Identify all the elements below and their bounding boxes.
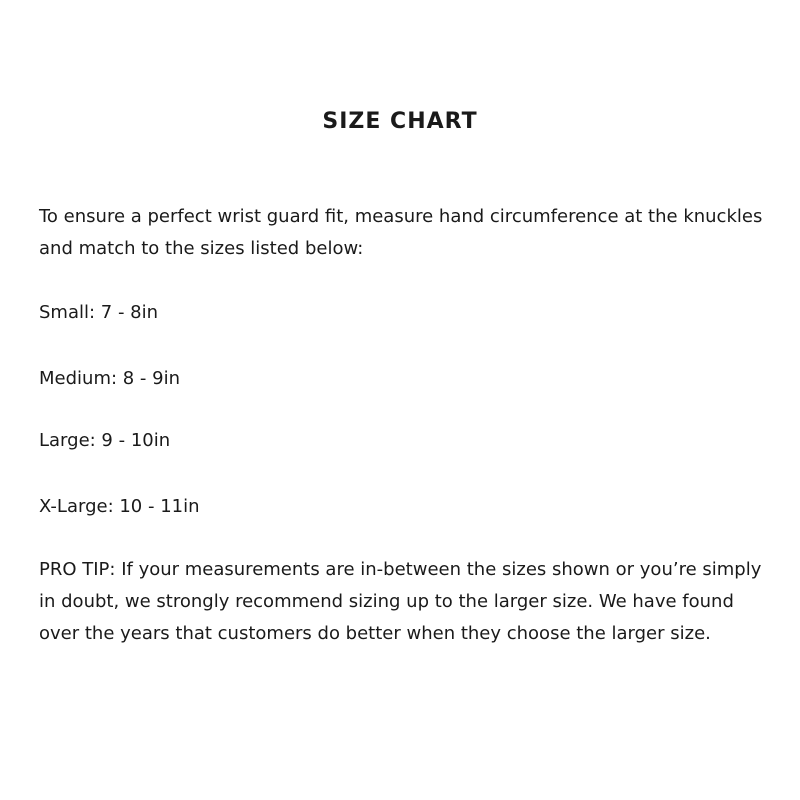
intro-paragraph: To ensure a perfect wrist guard fit, measure hand circumference at the knuckles and match to the sizes listed below: xyxy=(39,206,763,259)
size-medium: Medium: 8 - 9in xyxy=(39,368,181,389)
page-title: SIZE CHART xyxy=(322,109,478,134)
size-small: Small: 7 - 8in xyxy=(39,302,159,323)
size-x-large: X-Large: 10 - 11in xyxy=(39,496,200,517)
size-large: Large: 9 - 10in xyxy=(39,430,171,451)
pro-tip-paragraph: PRO TIP: If your measurements are in-between the sizes shown or you’re simply in doubt, we strongly recommend sizing up to the larger size. We have found over the years that customers do better when they choose the larger size. xyxy=(39,559,762,644)
